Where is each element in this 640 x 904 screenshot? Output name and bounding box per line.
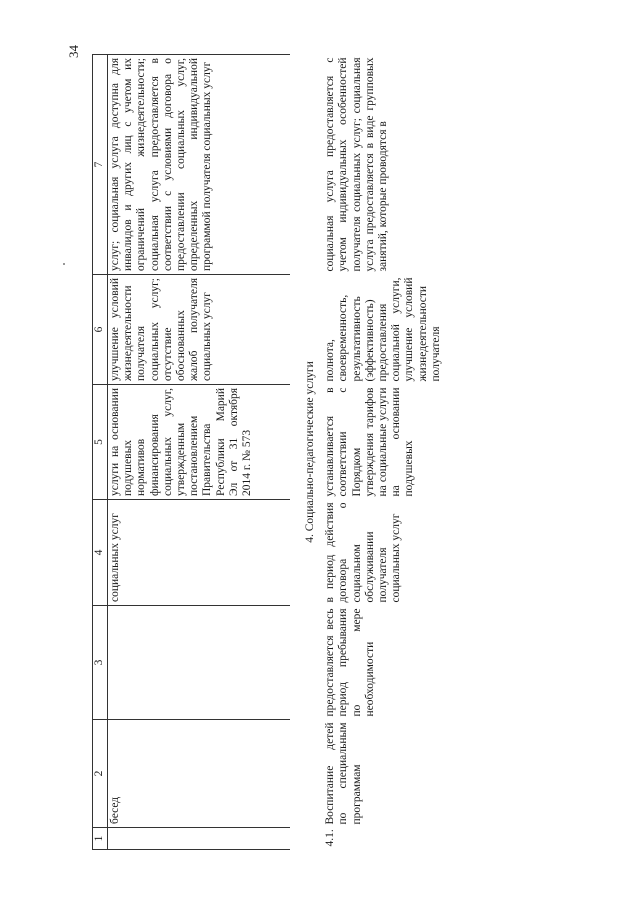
header-cell: 1 xyxy=(93,828,108,850)
cell-conditions: услуг; социальная услуга доступна для инвалидов и других лиц с учетом их ограничений жизнедеятельности; социальная услуга предоставляется в соответствии с условиями договора о предоставлении социальных услуг, определенных индивидуальной программой получателя социальных услуг xyxy=(108,55,291,275)
cell-period: социальных услуг xyxy=(108,500,291,606)
cell-service-name: бесед xyxy=(108,720,291,828)
services-table xyxy=(92,54,444,850)
service-row-4-1 xyxy=(323,55,444,850)
header-cell: 6 xyxy=(93,275,108,385)
cell-term xyxy=(108,606,291,720)
continued-service-row xyxy=(108,55,291,850)
header-cell: 5 xyxy=(93,385,108,500)
header-cell: 4 xyxy=(93,500,108,606)
cell-conditions: социальная услуга предоставляется с учетом индивидуальных особенностей получателя социальных услуг; социальная услуга предоставляется в виде групповых занятий, которые проводятся в xyxy=(324,57,390,272)
rotated-table-container xyxy=(92,55,537,850)
cell-num xyxy=(108,828,291,850)
header-cell: 7 xyxy=(93,55,108,275)
cell-cost: устанавливается в соответствии с Порядком утверждения тарифов на социальные услуги на основании подушевых xyxy=(324,387,416,497)
cell-service-name: Воспитание детей по специальным программам xyxy=(324,722,363,825)
cell-indicators: полнота, своевременность, результативность (эффективность) предоставления социальной услуги, улучшение условий жизнедеятельности получателя xyxy=(324,277,442,382)
header-cell: 2 xyxy=(93,720,108,828)
cell-num: 4.1. xyxy=(324,829,337,847)
section-title-row xyxy=(290,55,323,850)
cell-term: предоставляется весь период пребывания по мере необходимости xyxy=(324,608,376,717)
page-number: 34 xyxy=(66,45,81,58)
cell-cost: услуги на основании подушевых нормативов финансирования социальных услуг, утвержденным постановлением Правительства Республики Марий Эл от 31 октября 2014 г. № 573 xyxy=(108,385,291,500)
cell-indicators: улучшение условий жизнедеятельности получателя социальных услуг; отсутствие обоснованных жалоб получателя социальных услуг xyxy=(108,275,291,385)
cell-period: в период действия договора о социальном обслуживании получателя социальных услуг xyxy=(324,502,403,603)
header-cell: 3 xyxy=(93,606,108,720)
section-title: 4. Социально-педагогические услуги xyxy=(304,361,316,543)
scan-speck xyxy=(63,263,65,265)
column-number-row xyxy=(93,55,108,850)
